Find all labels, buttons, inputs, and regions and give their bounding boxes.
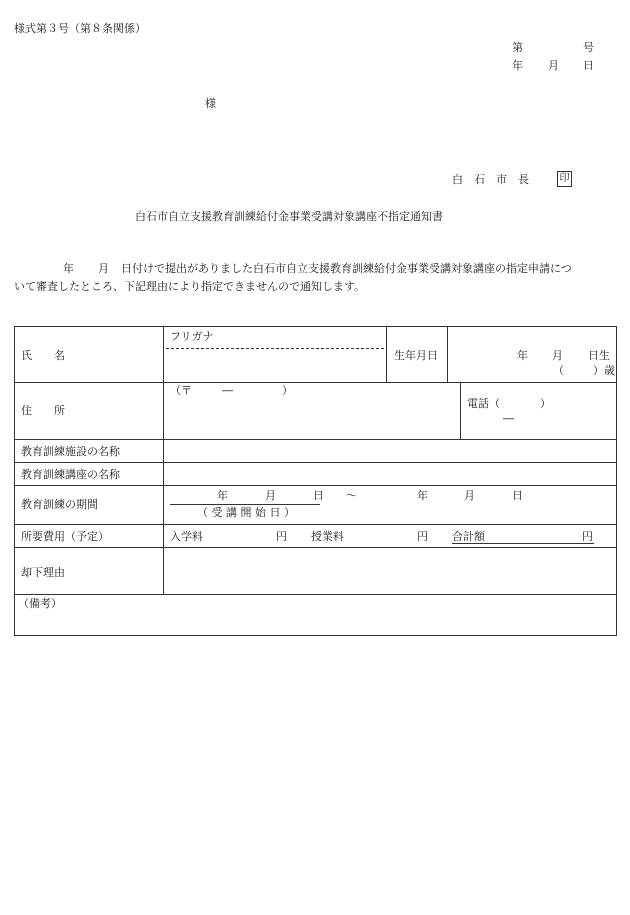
issue-date-month: 月 <box>548 59 559 72</box>
start-date-note: （ 受 講 開 始 日 ） <box>197 506 295 519</box>
remarks-label: （備考） <box>18 597 62 610</box>
phone-label: 電話（ <box>467 397 500 410</box>
doc-number-suffix: 号 <box>583 41 594 54</box>
form-number: 様式第３号（第８条関係） <box>14 22 146 35</box>
birthdate-label: 生年月日 <box>394 349 438 362</box>
phone-column-divider <box>460 382 461 439</box>
period-label: 教育訓練の期間 <box>21 498 98 511</box>
total-label: 合計額 <box>452 530 485 543</box>
row-divider <box>14 485 617 486</box>
postal-dash: ― <box>222 384 233 397</box>
postal-mark: （〒 <box>170 384 192 397</box>
row-divider <box>14 462 617 463</box>
facility-label: 教育訓練施設の名称 <box>21 445 120 458</box>
addressee-suffix: 様 <box>205 97 216 110</box>
phone-close: ） <box>540 397 551 410</box>
birth-month-label: 月 <box>552 349 563 362</box>
row-divider <box>14 547 617 548</box>
issue-date-year: 年 <box>512 59 523 72</box>
rejection-reason-label: 却下理由 <box>21 566 65 579</box>
period-tilde: ～ <box>346 489 357 502</box>
birth-year-label: 年 <box>517 349 528 362</box>
body-line-1: 日付けで提出がありました白石市自立支援教育訓練給付金事業受講対象講座の指定申請につ <box>121 262 572 275</box>
age-close: ）歳 <box>593 364 615 377</box>
body-month: 月 <box>98 262 109 275</box>
age-open: （ <box>553 364 564 377</box>
row-divider <box>14 439 617 440</box>
period-end-year: 年 <box>417 489 428 502</box>
cost-label: 所要費用（予定） <box>21 530 109 543</box>
seal-mark: 印 <box>557 171 572 187</box>
body-year: 年 <box>63 262 74 275</box>
furigana-dashed-line <box>166 348 384 349</box>
entrance-fee-yen: 円 <box>276 530 287 543</box>
period-start-month: 月 <box>265 489 276 502</box>
total-yen: 円 <box>582 530 593 543</box>
entrance-fee-label: 入学料 <box>170 530 203 543</box>
birthdate-value-divider <box>447 326 448 382</box>
birth-day-label: 日生 <box>588 349 610 362</box>
period-start-year: 年 <box>217 489 228 502</box>
name-label: 氏 名 <box>21 349 65 362</box>
row-divider <box>14 594 617 595</box>
label-column-divider <box>163 326 164 594</box>
table-border-right <box>616 326 617 636</box>
postal-close: ） <box>282 384 293 397</box>
period-end-month: 月 <box>464 489 475 502</box>
tuition-yen: 円 <box>417 530 428 543</box>
total-underline <box>452 543 594 544</box>
body-line-2: いて審査したところ、下記理由により指定できませんので通知します。 <box>14 280 366 293</box>
row-divider <box>14 524 617 525</box>
document-title: 白石市自立支援教育訓練給付金事業受講対象講座不指定通知書 <box>135 210 443 223</box>
period-start-underline <box>170 504 320 505</box>
period-end-day: 日 <box>512 489 523 502</box>
tuition-label: 授業料 <box>311 530 344 543</box>
table-border-left <box>14 326 15 636</box>
birthdate-column-divider <box>386 326 387 382</box>
period-start-day: 日 <box>313 489 324 502</box>
table-border-bottom <box>14 635 617 636</box>
issue-date-day: 日 <box>583 59 594 72</box>
address-label: 住 所 <box>21 404 65 417</box>
doc-number-label: 第 <box>512 41 523 54</box>
furigana-label: フリガナ <box>170 330 214 343</box>
course-label: 教育訓練講座の名称 <box>21 468 120 481</box>
issuer-title: 白 石 市 長 <box>452 173 529 186</box>
row-divider <box>14 382 617 383</box>
phone-dash: ― <box>503 412 514 425</box>
table-border-top <box>14 326 617 327</box>
